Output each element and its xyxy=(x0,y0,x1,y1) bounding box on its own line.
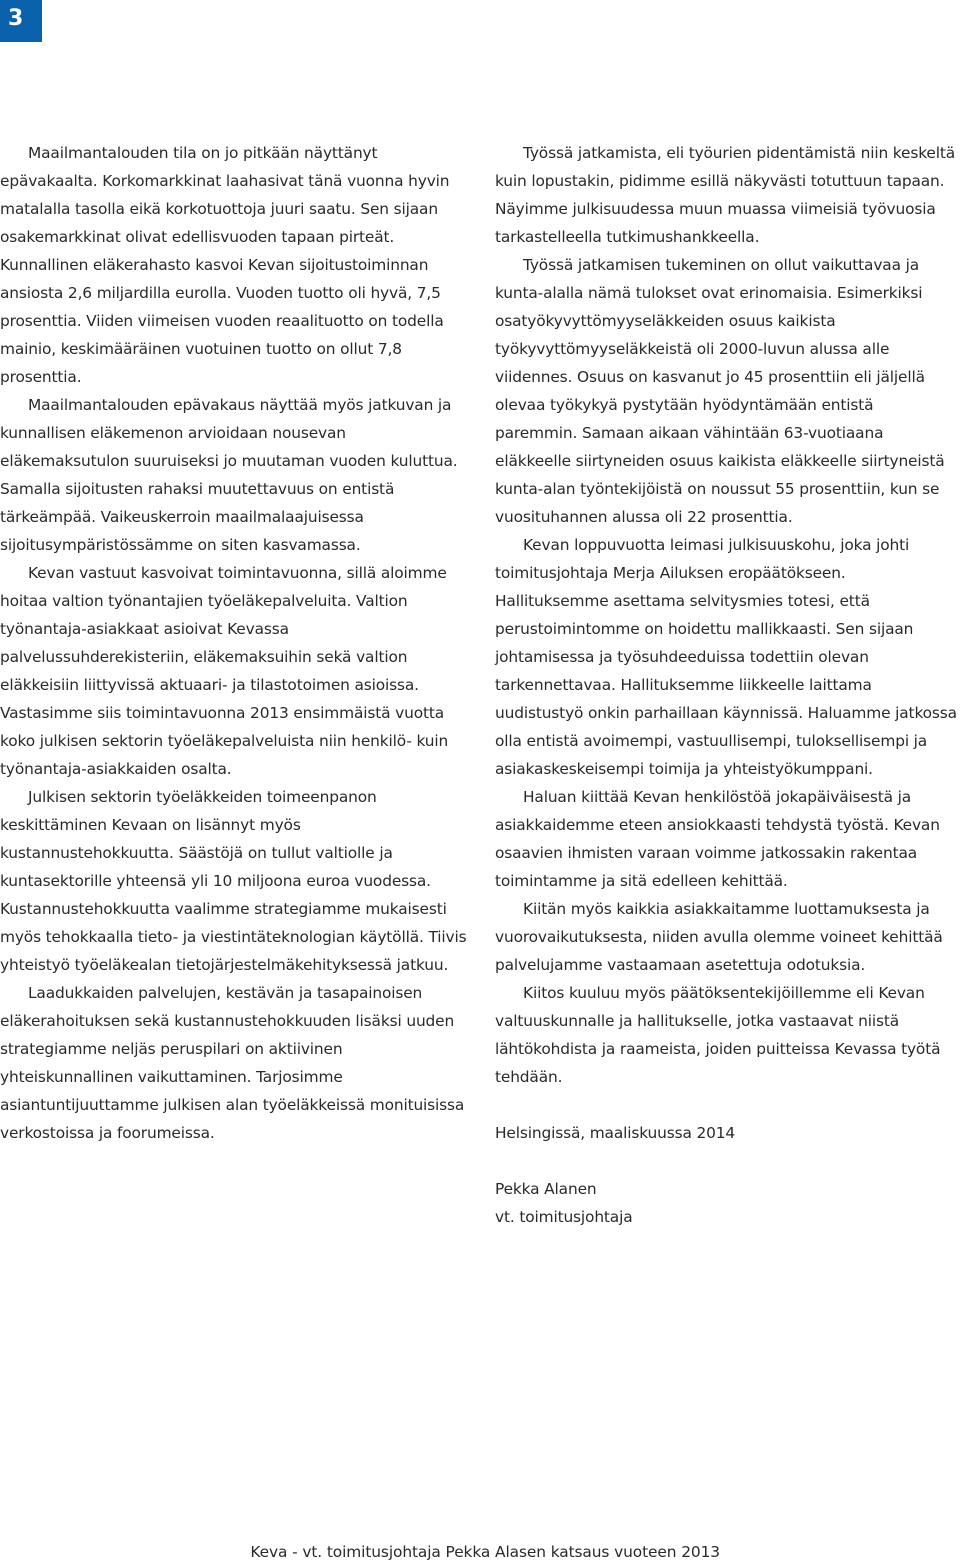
right-paragraph-5: Kiitän myös kaikkia asiakkaitamme luottamuksesta ja vuorovaikutuksesta, niiden avulla olemme voineet kehittää palvelujamme vastaamaan asetettuja odotuksia. xyxy=(495,900,943,974)
right-paragraph-4: Haluan kiittää Kevan henkilöstöä jokapäiväisestä ja asiakkaidemme eteen ansiokkaasti tehdystä työstä. Kevan osaavien ihmisten varaan voimme jatkossakin rakentaa toimintamme ja sitä edelleen kehittää. xyxy=(495,788,940,890)
signature-title: vt. toimitusjohtaja xyxy=(495,1208,633,1226)
left-paragraph-5: Laadukkaiden palvelujen, kestävän ja tasapainoisen eläkerahoituksen sekä kustannustehokkuuden lisäksi uuden strategiamme neljäs peruspilari on aktiivinen yhteiskunnallinen vaikuttaminen. Tarjosimme asiantuntijuuttamme julkisen alan työeläkkeissä monituisissa verkostoissa ja foorumeissa. xyxy=(0,984,465,1142)
right-paragraph-3: Kevan loppuvuotta leimasi julkisuuskohu, joka johti toimitusjohtaja Merja Ailuksen eropäätökseen. Hallituksemme asettama selvitysmies totesi, että perustoimintomme on hoidettu mallikkaasti. Sen sijaan johtamisessa ja työsuhdeeduissa todettiin olevan tarkennettavaa. Hallituksemme liikkeelle laittama uudistustyö onkin parhaillaan käynnissä. Haluamme jatkossa olla entistä avoimempi, vastuullisempi, tuloksellisempi ja asiakaskeskeisempi toimija ja yhteistyökumppani. xyxy=(495,536,957,778)
right-paragraph-6: Kiitos kuuluu myös päätöksentekijöillemme eli Kevan valtuuskunnalle ja hallitukselle, jotka vastaavat niistä lähtökohdista ja raameista, joiden puitteissa Kevassa työtä tehdään. xyxy=(495,984,941,1086)
page-footer: Keva - vt. toimitusjohtaja Pekka Alasen katsaus vuoteen 2013 xyxy=(250,1543,720,1561)
left-paragraph-2: Maailmantalouden epävakaus näyttää myös jatkuvan ja kunnallisen eläkemenon arvioidaan nousevan eläkemaksutulon suuruiseksi jo muutaman vuoden kuluttua. Samalla sijoitusten rahaksi muutettavuus on entistä tärkeämpää. Vaikeuskerroin maailmalaajuisessa sijoitusympäristössämme on siten kasvamassa. xyxy=(0,396,458,554)
left-paragraph-1: Maailmantalouden tila on jo pitkään näyttänyt epävakaalta. Korkomarkkinat laahasivat tänä vuonna hyvin matalalla tasolla eikä korkotuottoja juuri saatu. Sen sijaan osakemarkkinat olivat edellisvuoden tapaan pirteät. Kunnallinen eläkerahasto kasvoi Kevan sijoitustoiminnan ansiosta 2,6 miljardilla eurolla. Vuoden tuotto oli hyvä, 7,5 prosenttia. Viiden viimeisen vuoden reaalituotto on todella mainio, keskimääräinen vuotuinen tuotto on ollut 7,8 prosenttia. xyxy=(0,144,450,386)
left-column xyxy=(0,139,468,1147)
spacer xyxy=(495,1147,957,1175)
left-paragraph-3: Kevan vastuut kasvoivat toimintavuonna, sillä aloimme hoitaa valtion työnantajien työeläkepalveluita. Valtion työnantaja-asiakkaat asioivat Kevassa palvelussuhderekisteriin, eläkemaksuihin sekä valtion eläkkeisiin liittyvissä aktuaari- ja tilastotoimen asioissa. Vastasimme siis toimintavuonna 2013 ensimmäistä vuotta koko julkisen sektorin työeläkepalveluista niin henkilö- kuin työnantaja-asiakkaiden osalta. xyxy=(0,564,449,778)
right-column xyxy=(495,139,957,1231)
page-number-badge: 3 xyxy=(0,0,42,42)
signature-name: Pekka Alanen xyxy=(495,1180,597,1198)
place-and-date: Helsingissä, maaliskuussa 2014 xyxy=(495,1124,736,1142)
right-paragraph-2: Työssä jatkamisen tukeminen on ollut vaikuttavaa ja kunta-alalla nämä tulokset ovat erinomaisia. Esimerkiksi osatyökyvyttömyyseläkkeiden osuus kaikista työkyvyttömyyseläkkeistä oli 2000-luvun alussa alle viidennes. Osuus on kasvanut jo 45 prosenttiin eli jäljellä olevaa työkykyä pystytään hyödyntämään entistä paremmin. Samaan aikaan vähintään 63-vuotiaana eläkkeelle siirtyneiden osuus kaikista eläkkeelle siirtyneistä kunta-alan työntekijöistä on noussut 55 prosenttiin, kun se vuosituhannen alussa oli 22 prosenttia. xyxy=(495,256,945,526)
spacer xyxy=(495,1091,957,1119)
right-paragraph-1: Työssä jatkamista, eli työurien pidentämistä niin keskeltä kuin lopustakin, pidimme esillä näkyvästi totuttuun tapaan. Näyimme julkisuudessa muun muassa viimeisiä työvuosia tarkastelleella tutkimushankkeella. xyxy=(495,144,956,246)
left-paragraph-4: Julkisen sektorin työeläkkeiden toimeenpanon keskittäminen Kevaan on lisännyt myös kustannustehokkuutta. Säästöjä on tullut valtiolle ja kuntasektorille yhteensä yli 10 miljoona euroa vuodessa. Kustannustehokkuutta vaalimme strategiamme mukaisesti myös tehokkaalla tieto- ja viestintäteknologian käytöllä. Tiivis yhteistyö työeläkealan tietojärjestelmäkehityksessä jatkuu. xyxy=(0,788,467,974)
